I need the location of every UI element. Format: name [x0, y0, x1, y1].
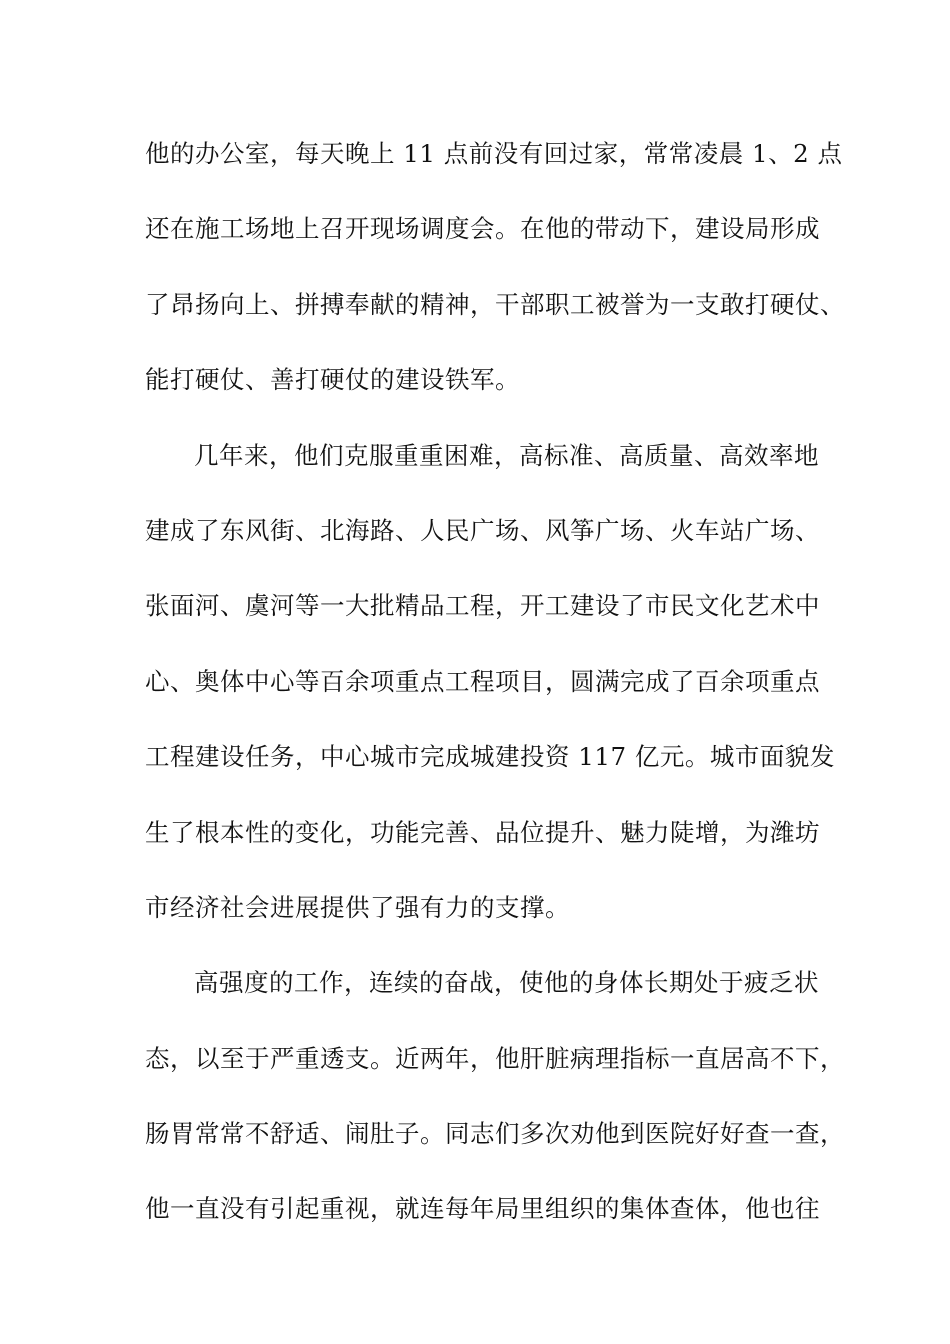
paragraph-2	[145, 434, 835, 962]
paragraph-1	[145, 132, 845, 434]
text-line: 还在施工场地上召开现场调度会。在他的带动下，建设局形成	[145, 214, 820, 244]
text-line: 心、奥体中心等百余项重点工程项目，圆满完成了百余项重点	[145, 666, 820, 696]
text-line: 了昂扬向上、拼搏奉献的精神，干部职工被誉为一支敢打硬仗、	[145, 289, 845, 319]
text-line: 肠胃常常不舒适、闹肚子。同志们多次劝他到医院好好查一查，	[145, 1119, 845, 1149]
text-line: 建成了东风街、北海路、人民广场、风筝广场、火车站广场、	[145, 515, 820, 545]
text-line: 他一直没有引起重视，就连每年局里组织的集体查体，他也往	[145, 1194, 820, 1224]
body-text	[145, 132, 845, 1263]
paragraph-3	[145, 961, 845, 1263]
text-line: 市经济社会进展提供了强有力的支撑。	[145, 892, 570, 922]
text-line: 他的办公室，每天晚上 11 点前没有回过家，常常凌晨 1、2 点	[145, 139, 843, 168]
text-line: 态，以至于严重透支。近两年，他肝脏病理指标一直居高不下，	[145, 1043, 845, 1073]
text-line: 张面河、虞河等一大批精品工程，开工建设了市民文化艺术中	[145, 591, 820, 621]
text-line: 几年来，他们克服重重困难，高标准、高质量、高效率地	[194, 440, 819, 470]
text-line: 高强度的工作，连续的奋战，使他的身体长期处于疲乏状	[194, 968, 819, 998]
text-line: 能打硬仗、善打硬仗的建设铁军。	[145, 365, 520, 395]
text-line: 工程建设任务，中心城市完成城建投资 117 亿元。城市面貌发	[145, 742, 835, 772]
text-line: 生了根本性的变化，功能完善、品位提升、魅力陡增，为潍坊	[145, 817, 820, 847]
